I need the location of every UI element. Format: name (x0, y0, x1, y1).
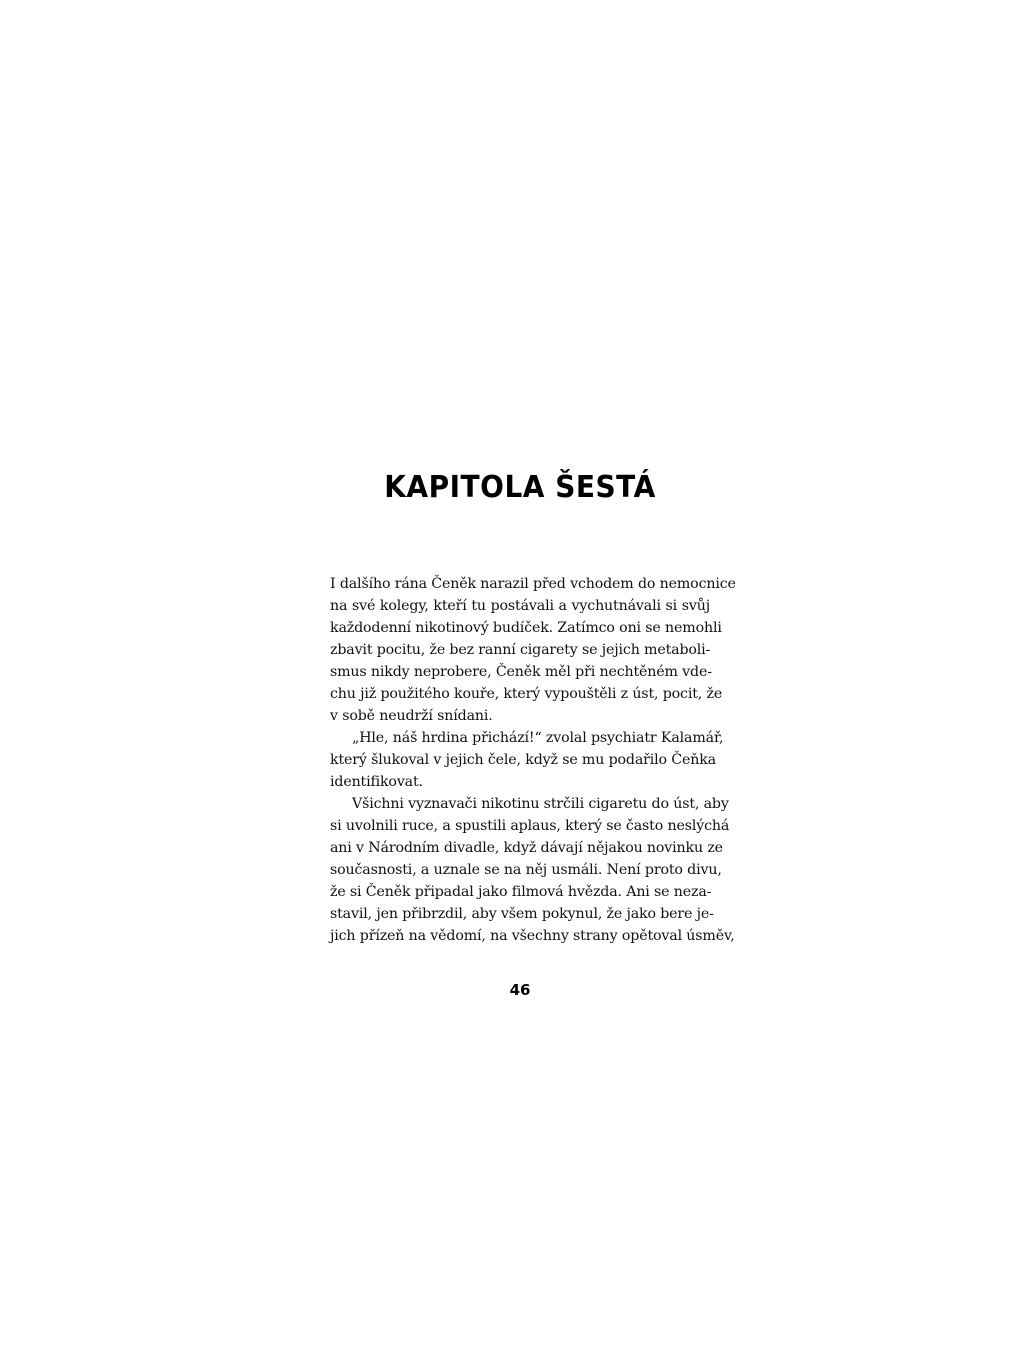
text-line: ani v Národním divadle, když dávají nějakou novinku ze (330, 840, 723, 856)
chapter-title: KAPITOLA ŠESTÁ (384, 468, 656, 505)
text-line: který šlukoval v jejich čele, když se mu podařilo Čeňka (330, 752, 716, 768)
text-line: v sobě neudrží snídani. (330, 708, 493, 724)
text-line: „Hle, náš hrdina přichází!“ zvolal psychiatr Kalamář, (352, 730, 724, 746)
text-line: si uvolnili ruce, a spustili aplaus, který se často neslýchá (330, 818, 730, 834)
text-line: identifikovat. (330, 774, 423, 790)
body-text (330, 573, 736, 947)
text-line: na své kolegy, kteří tu postávali a vychutnávali si svůj (330, 598, 710, 614)
text-line: že si Čeněk připadal jako filmová hvězda. Ani se neza- (330, 884, 712, 900)
text-line: současnosti, a uznale se na něj usmáli. Není proto divu, (330, 862, 722, 878)
text-line: zbavit pocitu, že bez ranní cigarety se jejich metaboli- (330, 642, 711, 658)
text-line: každodenní nikotinový budíček. Zatímco oni se nemohli (330, 620, 722, 636)
text-line: chu již použitého kouře, který vypouštěli z úst, pocit, že (330, 686, 723, 702)
text-line: jich přízeň na vědomí, na všechny strany opětoval úsměv, (330, 928, 735, 944)
text-line: smus nikdy neprobere, Čeněk měl při nechtěném vde- (330, 664, 712, 680)
page-number: 46 (509, 981, 531, 999)
text-line: Všichni vyznavači nikotinu strčili cigaretu do úst, aby (352, 796, 729, 812)
text-line: I dalšího rána Čeněk narazil před vchodem do nemocnice (330, 576, 736, 592)
text-line: stavil, jen přibrzdil, aby všem pokynul, že jako bere je- (330, 906, 714, 922)
